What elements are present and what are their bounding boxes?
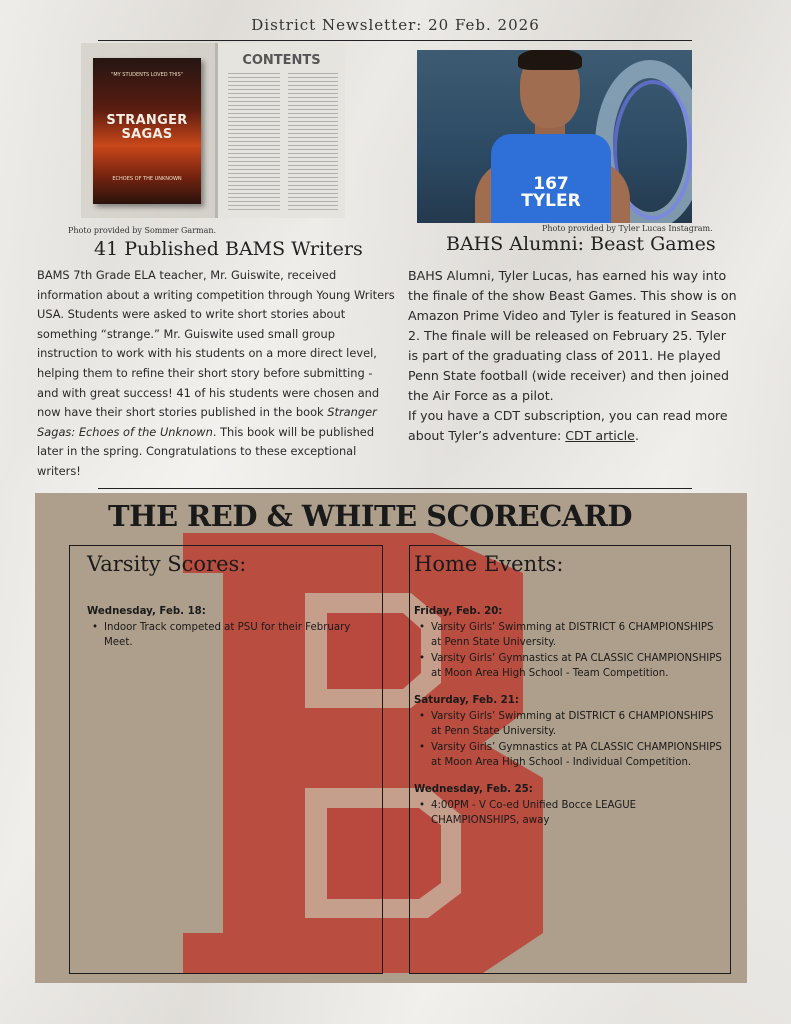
contents-page <box>215 43 345 218</box>
list-item: • Indoor Track competed at PSU for their February Meet. <box>87 620 377 651</box>
contents-title: CONTENTS <box>242 53 321 68</box>
book-cover-tag: "MY STUDENTS LOVED THIS" <box>111 72 183 78</box>
article-headline-writers: 41 Published BAMS Writers <box>94 238 363 260</box>
newsletter-masthead: District Newsletter: 20 Feb. 2026 <box>251 16 540 34</box>
list-item: • Varsity Girls’ Gymnastics at PA CLASSIC CHAMPIONSHIPS at Moon Area High School - Individual Competition. <box>414 740 726 771</box>
book-cover <box>93 58 201 204</box>
list-item: • Varsity Girls’ Gymnastics at PA CLASSIC CHAMPIONSHIPS at Moon Area High School - Team Competition. <box>414 651 726 682</box>
alumni-photo <box>417 50 692 223</box>
varsity-scores-list <box>87 604 377 662</box>
list-item: • 4:00PM - V Co-ed Unified Bocce LEAGUE CHAMPIONSHIPS, away <box>414 798 726 829</box>
event-date: Wednesday, Feb. 25: <box>414 783 533 795</box>
section-divider <box>98 488 692 489</box>
photo-credit-alumni: Photo provided by Tyler Lucas Instagram. <box>542 224 713 233</box>
photo-credit-book: Photo provided by Sommer Garman. <box>68 226 217 235</box>
home-events-list <box>414 604 726 840</box>
book-title-italic: Stranger Sagas: Echoes of the Unknown <box>37 405 377 439</box>
scorecard-title: THE RED & WHITE SCORECARD <box>108 499 633 533</box>
list-item: • Varsity Girls’ Swimming at DISTRICT 6 CHAMPIONSHIPS at Penn State University. <box>414 620 726 651</box>
cdt-article-link[interactable]: CDT article <box>565 428 635 443</box>
event-date: Friday, Feb. 20: <box>414 606 503 617</box>
jersey <box>491 134 611 223</box>
list-item: • Varsity Girls’ Swimming at DISTRICT 6 CHAMPIONSHIPS at Penn State University. <box>414 709 726 740</box>
home-events-panel <box>409 545 731 974</box>
event-date: Wednesday, Feb. 18: <box>87 606 206 617</box>
book-photo <box>81 43 345 218</box>
varsity-scores-heading: Varsity Scores: <box>87 552 247 576</box>
book-cover-subtitle: ECHOES OF THE UNKNOWN <box>112 176 182 182</box>
event-date: Saturday, Feb. 21: <box>414 694 519 706</box>
jersey-number: 167 <box>533 174 569 194</box>
jersey-name: TYLER <box>521 191 581 211</box>
article-body-alumni: BAHS Alumni, Tyler Lucas, has earned his way into the finale of the show Beast Games. This show is on Amazon Prime Video and Tyler is featured in Season 2. The finale will be released on February 25. Tyler is part of the graduating class of 2011. He played Penn State football (wide receiver) and then joined the Air Force as a pilot. If you have a CDT subscription, you can read more about Tyler’s adventure: CDT article. <box>408 268 737 443</box>
book-cover-title: STRANGER SAGAS <box>106 113 188 142</box>
top-divider <box>98 40 692 41</box>
home-events-heading: Home Events: <box>414 552 564 576</box>
varsity-scores-panel <box>69 545 383 974</box>
article-body-writers: BAMS 7th Grade ELA teacher, Mr. Guiswite, received information about a writing competition through Young Writers USA. Students were asked to write short stories about something “strange.” Mr. Guiswite used small group instruction to work with his students on a more direct level, helping them to refine their short story before submitting - and with great success! 41 of his students were chosen and now have their short stories published in the book Stranger Sagas: Echoes of the Unknown. This book will be published later in the spring. Congratulations to these exceptional writers! <box>37 268 395 478</box>
article-headline-alumni: BAHS Alumni: Beast Games <box>446 233 716 255</box>
scorecard-section <box>35 493 747 983</box>
